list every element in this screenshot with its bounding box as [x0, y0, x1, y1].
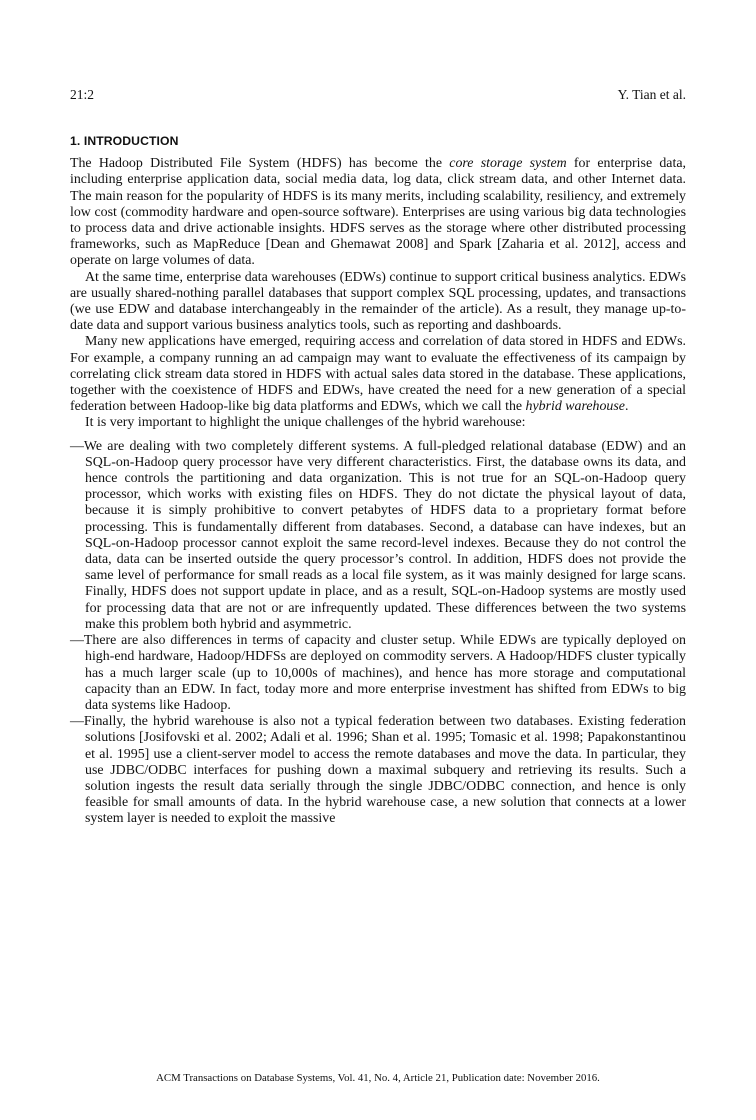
bullet-item: [70, 714, 686, 827]
paragraph: [70, 415, 686, 431]
text-run: for enterprise data, including enterprise application data, social media data, log data, click stream data, and other Internet data. The main reason for the popularity of HDFS is its many merits, including scalability, resiliency, and extremely low cost (commodity hardware and open-source software). Enterprises are using various big data technologies to process data and drive actionable insights. HDFS serves as the storage where other distributed processing frameworks, such as MapReduce [Dean and Ghemawat 2008] and Spark [Zaharia et al. 2012], access and operate on large volumes of data.: [70, 156, 686, 269]
paragraph: [70, 156, 686, 269]
running-authors: Y. Tian et al.: [617, 87, 686, 102]
running-header: [70, 87, 686, 103]
text-run: —We are dealing with two completely different systems. A full-pledged relational database (EDW) and an SQL-on-Hadoop query processor have very different characteristics. First, the database owns its data, and hence controls the partitioning and data organization. This is not true for an SQL-on-Hadoop query processor, which works with existing files on HDFS. They do not dictate the physical layout of data, because it is simply prohibitive to convert petabytes of HDFS data to a proprietary format before processing. This is fundamentally different from databases. Second, a database can have indexes, but an SQL-on-Hadoop processor cannot exploit the same record-level indexes. Because they do not control the data, data can be inserted outside the query processor’s control. In addition, HDFS does not provide the same level of performance for small reads as a local file system, as it was mainly designed for large scans. Finally, HDFS does not support update in place, and as a result, SQL-on-Hadoop systems are mostly used for processing data that are not or are infrequently updated. These differences between the two systems make this problem both hybrid and asymmetric.: [70, 438, 686, 632]
bullet-item: [70, 439, 686, 633]
text-run: It is very important to highlight the unique challenges of the hybrid warehouse:: [85, 415, 526, 431]
bullet-item: [70, 633, 686, 714]
text-run: —Finally, the hybrid warehouse is also not a typical federation between two databases. Existing federation solutions [Josifovski et al. 2002; Adali et al. 1996; Shan et al. 1995; Tomasic et al. 1998; Papakonstantinou et al. 1995] use a client-server model to access the remote databases and move the data. In particular, they use JDBC/ODBC interfaces for pushing down a maximal subquery and retrieving its results. Such a solution ingests the result data serially through the single JDBC/ODBC connection, and hence is only feasible for small amounts of data. In the hybrid warehouse case, a new solution that connects at a lower system layer is needed to exploit the massive: [70, 714, 686, 827]
section-heading: 1. INTRODUCTION: [70, 134, 179, 148]
paragraph: [70, 270, 686, 335]
journal-footer: ACM Transactions on Database Systems, Vol. 41, No. 4, Article 21, Publication date: November 2016.: [156, 1072, 600, 1084]
page-number: 21:2: [70, 87, 95, 102]
paragraph-list: [70, 156, 686, 827]
text-run: At the same time, enterprise data warehouses (EDWs) continue to support critical business analytics. EDWs are usually shared-nothing parallel databases that support complex SQL processing, updates, and transactions (we use EDW and database interchangeably in the remainder of the article). As a result, they manage up-to-date data and support various business analytics tools, such as reporting and dashboards.: [70, 269, 686, 334]
text-run: .: [624, 399, 629, 415]
article-body: [70, 133, 686, 828]
italic-text: core storage system: [449, 156, 567, 172]
paragraph: [70, 334, 686, 415]
text-run: Many new applications have emerged, requiring access and correlation of data stored in HDFS and EDWs. For example, a company running an ad campaign may want to evaluate the effectiveness of its campaign by correlating click stream data stored in HDFS with actual sales data stored in the database. These applications, together with the coexistence of HDFS and EDWs, have created the need for a new generation of a special federation between Hadoop-like big data platforms and EDWs, which we call the: [70, 334, 686, 415]
text-run: —There are also differences in terms of capacity and cluster setup. While EDWs are typically deployed on high-end hardware, Hadoop/HDFSs are deployed on commodity servers. A Hadoop/HDFS cluster typically has a much larger scale (up to 10,000s of machines), and hence has more storage and computational capacity than an EDW. In fact, today more and more enterprise investment has shifted from EDWs to big data systems like Hadoop.: [70, 633, 686, 713]
italic-text: hybrid warehouse: [525, 399, 625, 415]
text-run: The Hadoop Distributed File System (HDFS) has become the: [70, 156, 450, 172]
